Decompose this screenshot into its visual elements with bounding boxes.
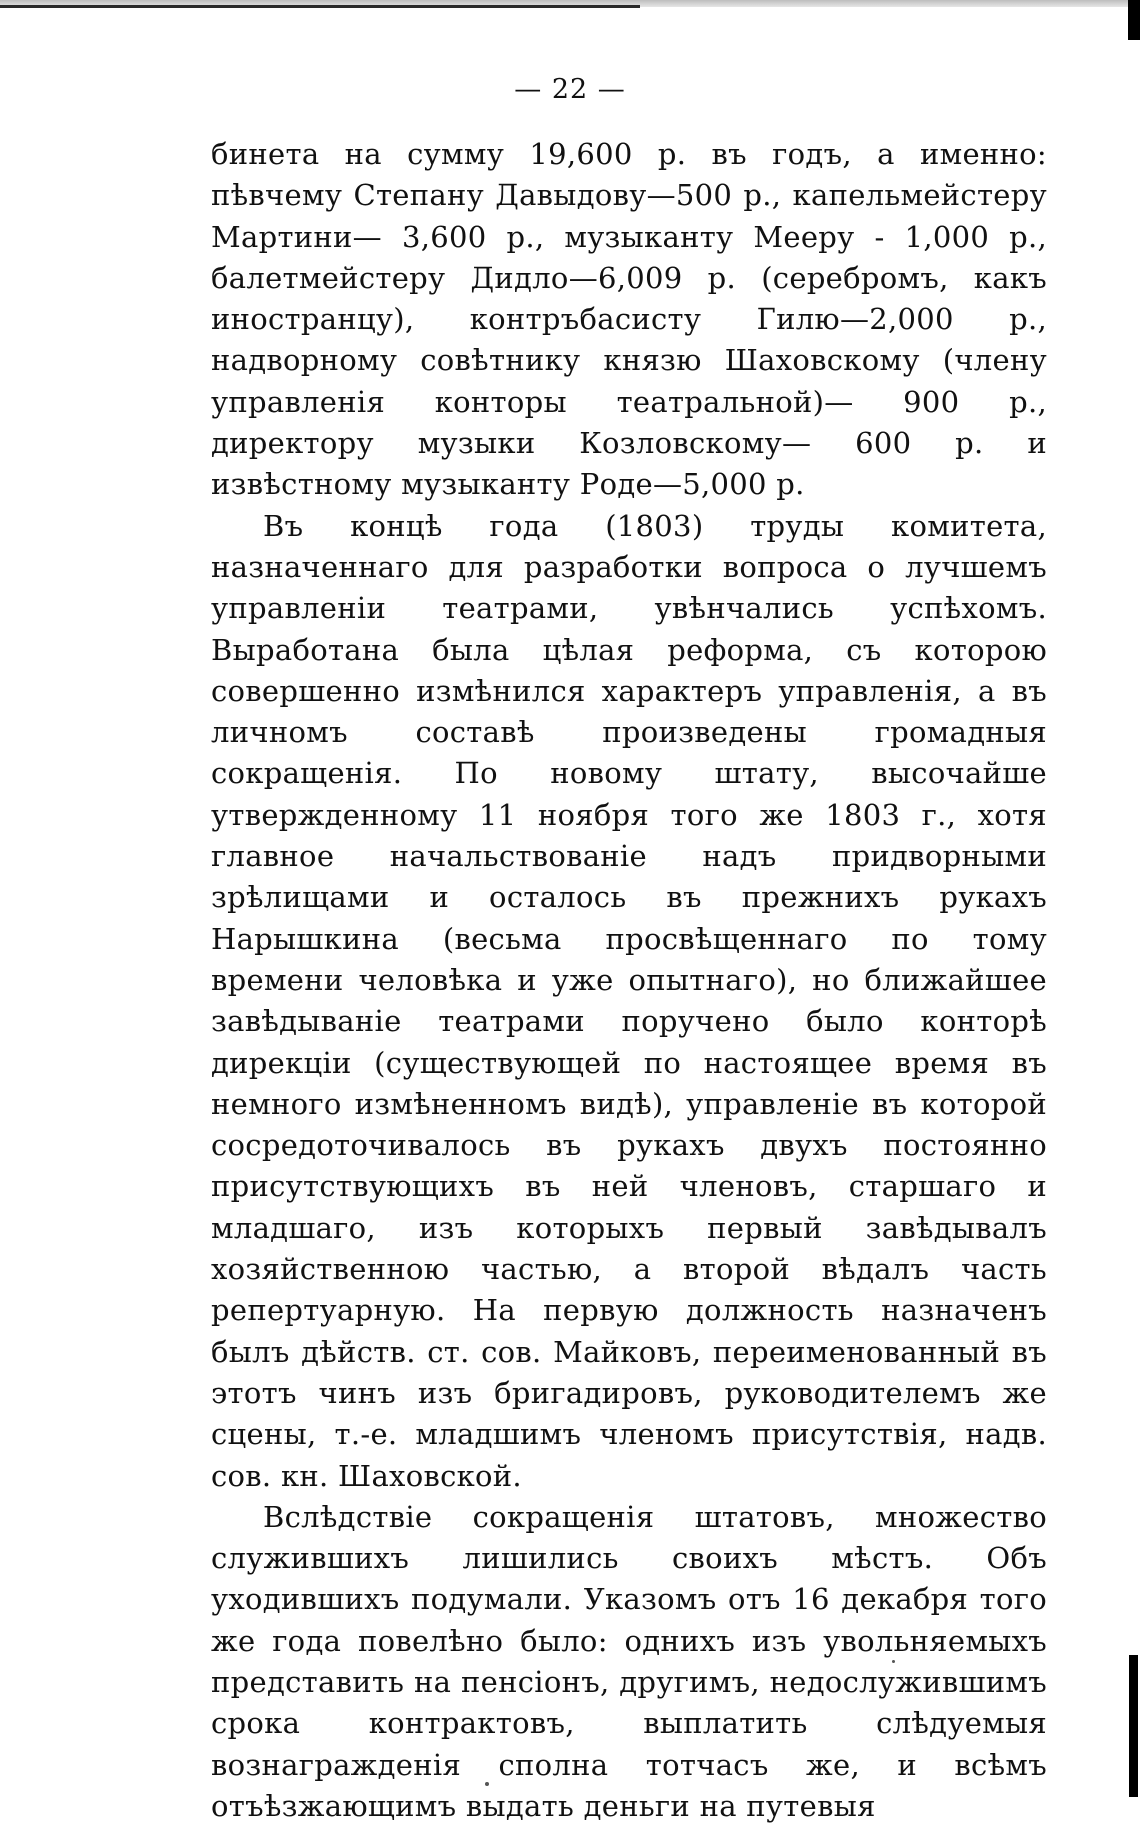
scan-right-edge-top — [1128, 0, 1140, 40]
paragraph-continuation: бинета на сумму 19,600 р. въ годъ, а именно: пѣвчему Степану Давыдову—500 р., капельмейстеру Мартини— 3,600 р., музыканту Мееру - 1,000 р., балетмейстеру Дидло—6,009 р. (серебромъ, какъ иностранцу), контръбасисту Гилю—2,000 р., надворному совѣтнику князю Шаховскому (члену управленія конторы театральной)— 900 р., директору музыки Козловскому— 600 р. и извѣстному музыканту Роде—5,000 р. — [211, 137, 1047, 502]
paragraph-staff-cuts: Вслѣдствіе сокращенія штатовъ, множество служившихъ лишились своихъ мѣстъ. Объ уходившихъ подумали. Указомъ отъ 16 декабря того же года повелѣно было: однихъ изъ увольняемыхъ представить на пенсіонъ, другимъ, недослужившимъ срока контрактовъ, выплатить слѣдуемыя вознагражденія сполна тотчасъ же, и всѣмъ отъѣзжающимъ выдать деньги на путевыя — [211, 1499, 1047, 1823]
scan-right-edge-bottom — [1129, 1655, 1138, 1797]
paragraph-reform: Въ концѣ года (1803) труды комитета, назначеннаго для разработки вопроса о лучшемъ управленіи театрами, увѣнчались успѣхомъ. Выработана была цѣлая реформа, съ которою совершенно измѣнился характеръ управленія, а въ личномъ составѣ произведены громадныя сокращенія. По новому штату, высочайше утвержденному 11 ноября того же 1803 г., хотя главное начальствованіе надъ придворными зрѣлищами и осталось въ прежнихъ рукахъ Нарышкина (весьма просвѣщеннаго по тому времени человѣка и уже опытнаго), но ближайшее завѣдываніе театрами поручено было конторѣ дирекціи (существующей по настоящее время въ немного измѣненномъ видѣ), управленіе въ которой сосредоточивалось въ рукахъ двухъ постоянно присутствующихъ въ ней членовъ, старшаго и младшаго, изъ которыхъ первый завѣдывалъ хозяйственною частью, а второй вѣдалъ часть репертуарную. На первую должность назначенъ былъ дѣйств. ст. сов. Майковъ, переименованный въ этотъ чинъ изъ бригадировъ, руководителемъ же сцены, т.-е. младшимъ членомъ присутствія, надв. сов. кн. Шаховской. — [211, 508, 1047, 1493]
scan-top-streak — [0, 5, 640, 8]
body-text — [211, 134, 1047, 1827]
page-number: — 22 — — [514, 74, 626, 105]
